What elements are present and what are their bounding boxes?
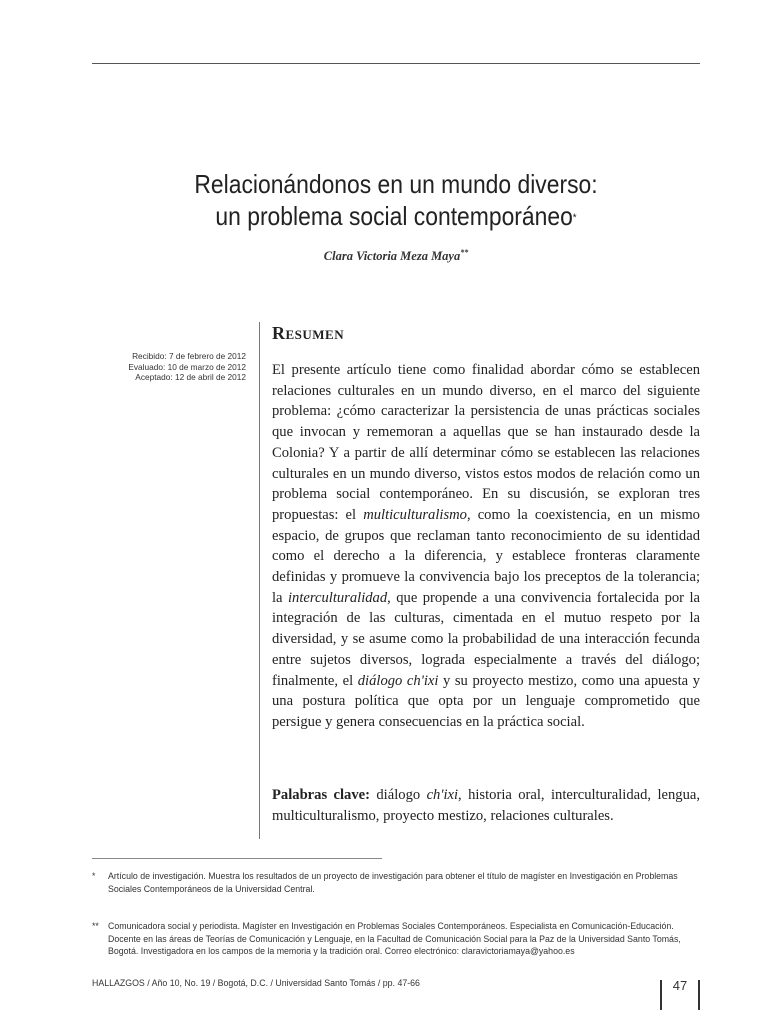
term-dialogo-chixi: diálogo ch'ixi: [357, 672, 439, 689]
abstract-paragraph: El presente artículo tiene como finalidad abordar cómo se establecen relaciones culturales en un mundo diverso, en el marco del siguiente problema: ¿cómo caracterizar la persistencia de unas prácticas sociales que invocan y rememoran a aquellas que se han instaurado desde la Colonia? Y a partir de allí determinar cómo se establecen las relaciones culturales en un mundo diverso, vistos estos modos de relación como un problema social contemporáneo. En su discusión, se exploran tres propuestas: el multiculturalismo, como la coexistencia, en un mismo espacio, de grupos que reclaman tanto reconocimiento de su identidad como el derecho a la diferencia, y establece fronteras claramente definidas y promueve la convivencia bajo los preceptos de la tolerancia; la interculturalidad, que propende a una convivencia fortalecida por la integración de las culturas, cimentada en el mutuo respeto por la diversidad, y se asume como la probabilidad de una interacción fecunda entre sujetos diversos, lograda especialmente a través del diálogo; finalmente, el diálogo ch'ixi y su proyecto mestizo, como una apuesta y una postura política que opta por un lenguaje comprometido que persigue y genera consecuencias en la práctica social.: [272, 362, 700, 730]
author-name: Clara Victoria Meza Maya: [323, 249, 461, 264]
term-multiculturalismo: multiculturalismo: [363, 506, 467, 523]
term-interculturalidad: interculturalidad: [287, 589, 388, 606]
keywords: Palabras clave: diálogo ch'ixi, historia oral, interculturalidad, lengua, multiculturalismo, proyecto mestizo, relaciones culturales.: [272, 787, 701, 824]
journal-citation: HALLAZGOS / Año 10, No. 19 / Bogotá, D.C. / Universidad Santo Tomás / pp. 47-66: [92, 978, 420, 988]
header-rule: [92, 63, 700, 64]
title-line-2: un problema social contemporáneo*: [215, 201, 577, 231]
page-number-bar-right: [698, 980, 700, 1010]
date-received: Recibido: 7 de febrero de 2012: [132, 351, 246, 361]
footnote-1-text: Artículo de investigación. Muestra los resultados de un proyecto de investigación para obtener el título de magíster en Investigación en Problemas Sociales Contemporáneos de la Universidad Central.: [108, 871, 678, 894]
date-evaluated: Evaluado: 10 de marzo de 2012: [128, 361, 246, 372]
abstract-body: [272, 360, 700, 733]
footnote-2: [92, 920, 700, 958]
footnote-rule: [92, 858, 382, 859]
keywords-label: Palabras clave:: [272, 787, 370, 803]
footnote-1-mark: *: [92, 871, 96, 881]
footnote-1: [92, 870, 700, 895]
author-byline: [92, 248, 700, 264]
footnote-2-text: Comunicadora social y periodista. Magíster en Investigación en Problemas Sociales Contemporáneos. Especialista en Comunicación-Educación. Docente en las áreas de Teorías de Comunicación y Lenguaje, en la Facultad de Comunicación Social para la Paz de la Universidad Santo Tomás, Bogotá. Investigadora en los campos de la memoria y la tradición oral. Correo electrónico: claravictoriamaya@yahoo.es: [108, 921, 681, 956]
footnote-2-mark: **: [92, 921, 99, 931]
date-accepted: Aceptado: 12 de abril de 2012: [135, 372, 246, 382]
title-line-1: Relacionándonos en un mundo diverso:: [194, 169, 598, 199]
column-divider: [259, 322, 260, 839]
keyword-chixi: ch'ixi: [426, 787, 459, 803]
author-footnote-mark[interactable]: **: [460, 248, 469, 257]
title-footnote-mark[interactable]: *: [572, 212, 577, 224]
page-number: 47: [672, 978, 688, 993]
article-title: [128, 168, 663, 232]
abstract-heading: Resumen: [272, 323, 345, 343]
submission-dates: [128, 351, 246, 383]
